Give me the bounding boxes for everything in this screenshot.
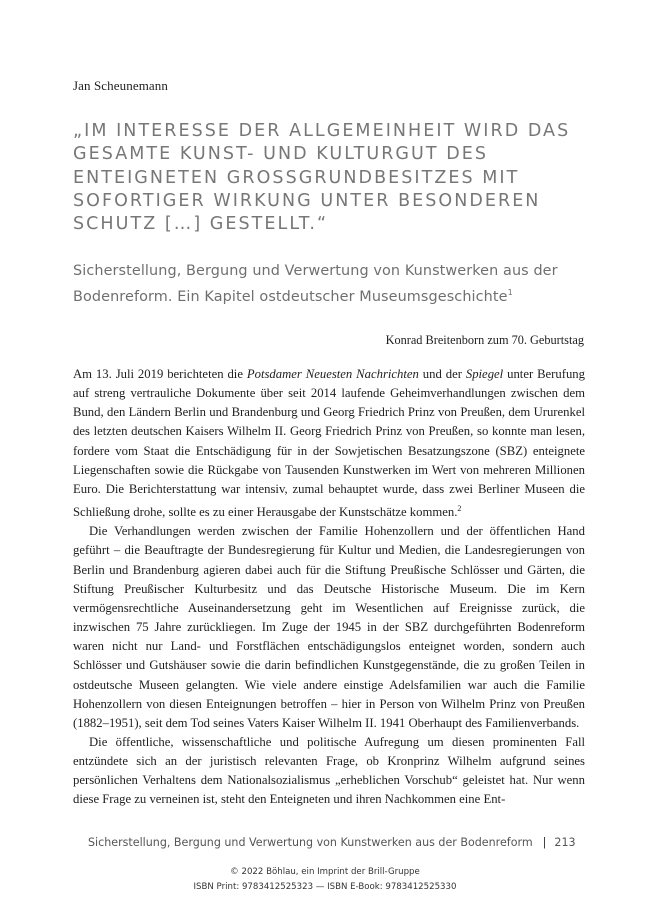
imprint — [0, 865, 650, 895]
subtitle-footnote-marker: 1 — [507, 288, 513, 297]
page-footer — [88, 836, 576, 849]
running-title: Sicherstellung, Bergung und Verwertung von Kunstwerken aus der Bodenreform — [88, 836, 533, 849]
footnote-marker-2: 2 — [457, 504, 462, 514]
footer-separator: | — [542, 836, 547, 849]
dedication: Konrad Breitenborn zum 70. Geburtstag — [385, 333, 584, 347]
isbn-line: ISBN Print: 9783412525323 — ISBN E-Book: 9783412525330 — [193, 882, 457, 892]
body-text — [73, 365, 585, 810]
copyright-line: © 2022 Böhlau, ein Imprint der Brill-Gruppe — [230, 867, 420, 877]
p1-text-c: und der — [418, 367, 466, 381]
p1-text-a: Am 13. Juli 2019 berichteten die — [73, 367, 247, 381]
p1-newspaper-title: Potsdamer Neuesten Nachrichten — [246, 367, 419, 381]
paragraph-1 — [73, 365, 585, 522]
article-subtitle — [73, 260, 593, 308]
page-number: 213 — [554, 836, 576, 849]
paragraph-2: Die Verhandlungen werden zwischen der Familie Hohenzollern und der öffentlichen Hand geführt – die Beauftragte der Bundesregierung für Kultur und Medien, die Landesregierungen von Berlin und Brandenburg agieren dabei auch für die Stiftung Preußische Schlösser und Gärten, die Stiftung Preußischer Kulturbesitz und das Deutsche Historische Museum. Die im Kern vermögensrechtliche Auseinandersetzung geht im Wesentlichen auf Ereignisse zurück, die inzwischen 75 Jahre zurückliegen. Im Zuge der 1945 in der SBZ durchgeführten Bodenreform waren nicht nur Land- und Forstflächen entschädigungslos enteignet worden, sondern auch Schlösser und Gutshäuser sowie die darin befindlichen Kunstgegenstände, die zu großen Teilen in ostdeutsche Museen gelangten. Wie viele andere einstige Adelsfamilien war auch die Familie Hohenzollern von diesen Enteignungen betroffen – hier in Person von Wilhelm Prinz von Preußen (1882–1951), seit dem Tod seines Vaters Kaiser Wilhelm II. 1941 Oberhaupt des Familienverbands. — [73, 524, 585, 730]
p1-magazine-title: Spiegel — [465, 367, 504, 381]
paragraph-3: Die öffentliche, wissenschaftliche und politische Aufregung um diesen prominenten Fall entzündete sich an der juristisch relevanten Frage, ob Kronprinz Wilhelm aufgrund seines persönlichen Verhaltens dem Nationalsozialismus „erheblichen Vorschub“ geleistet hat. Nur wenn diese Frage zu verneinen ist, steht den Enteigneten und ihren Nachkommen eine Ent- — [73, 734, 585, 807]
article-title: „IM INTERESSE DER ALLGEMEINHEIT WIRD DAS GESAMTE KUNST- UND KULTURGUT DES ENTEIGNETEN GROSSGRUNDBESITZES MIT SOFORTIGER WIRKUNG UNTER BESONDEREN SCHUTZ […] GESTELLT.“ — [73, 121, 571, 235]
author-name: Jan Scheunemann — [73, 78, 169, 93]
subtitle-text: Sicherstellung, Bergung und Verwertung von Kunstwerken aus der Bodenreform. Ein Kapitel ostdeutscher Museumsgeschichte — [73, 263, 558, 305]
p1-text-e: unter Berufung auf streng vertrauliche Dokumente über seit 2014 laufende Geheimverhandlungen zwischen dem Bund, den Ländern Berlin und Brandenburg und Georg Friedrich Prinz von Preußen, dem Ururenkel des letzten deutschen Kaisers Wilhelm II. Georg Friedrich Prinz von Preußen, so konnte man lesen, fordere vom Staat die Entschädigung für in der Sowjetischen Besatzungszone (SBZ) enteignete Liegenschaften sowie die Rückgabe von Tausenden Kunstwerken im Wert von mehreren Millionen Euro. Die Berichterstattung war intensiv, zumal behauptet wurde, dass zwei Berliner Museen die Schließung drohe, sollte es zu einer Herausgabe der Kunstschätze kommen. — [73, 367, 585, 520]
